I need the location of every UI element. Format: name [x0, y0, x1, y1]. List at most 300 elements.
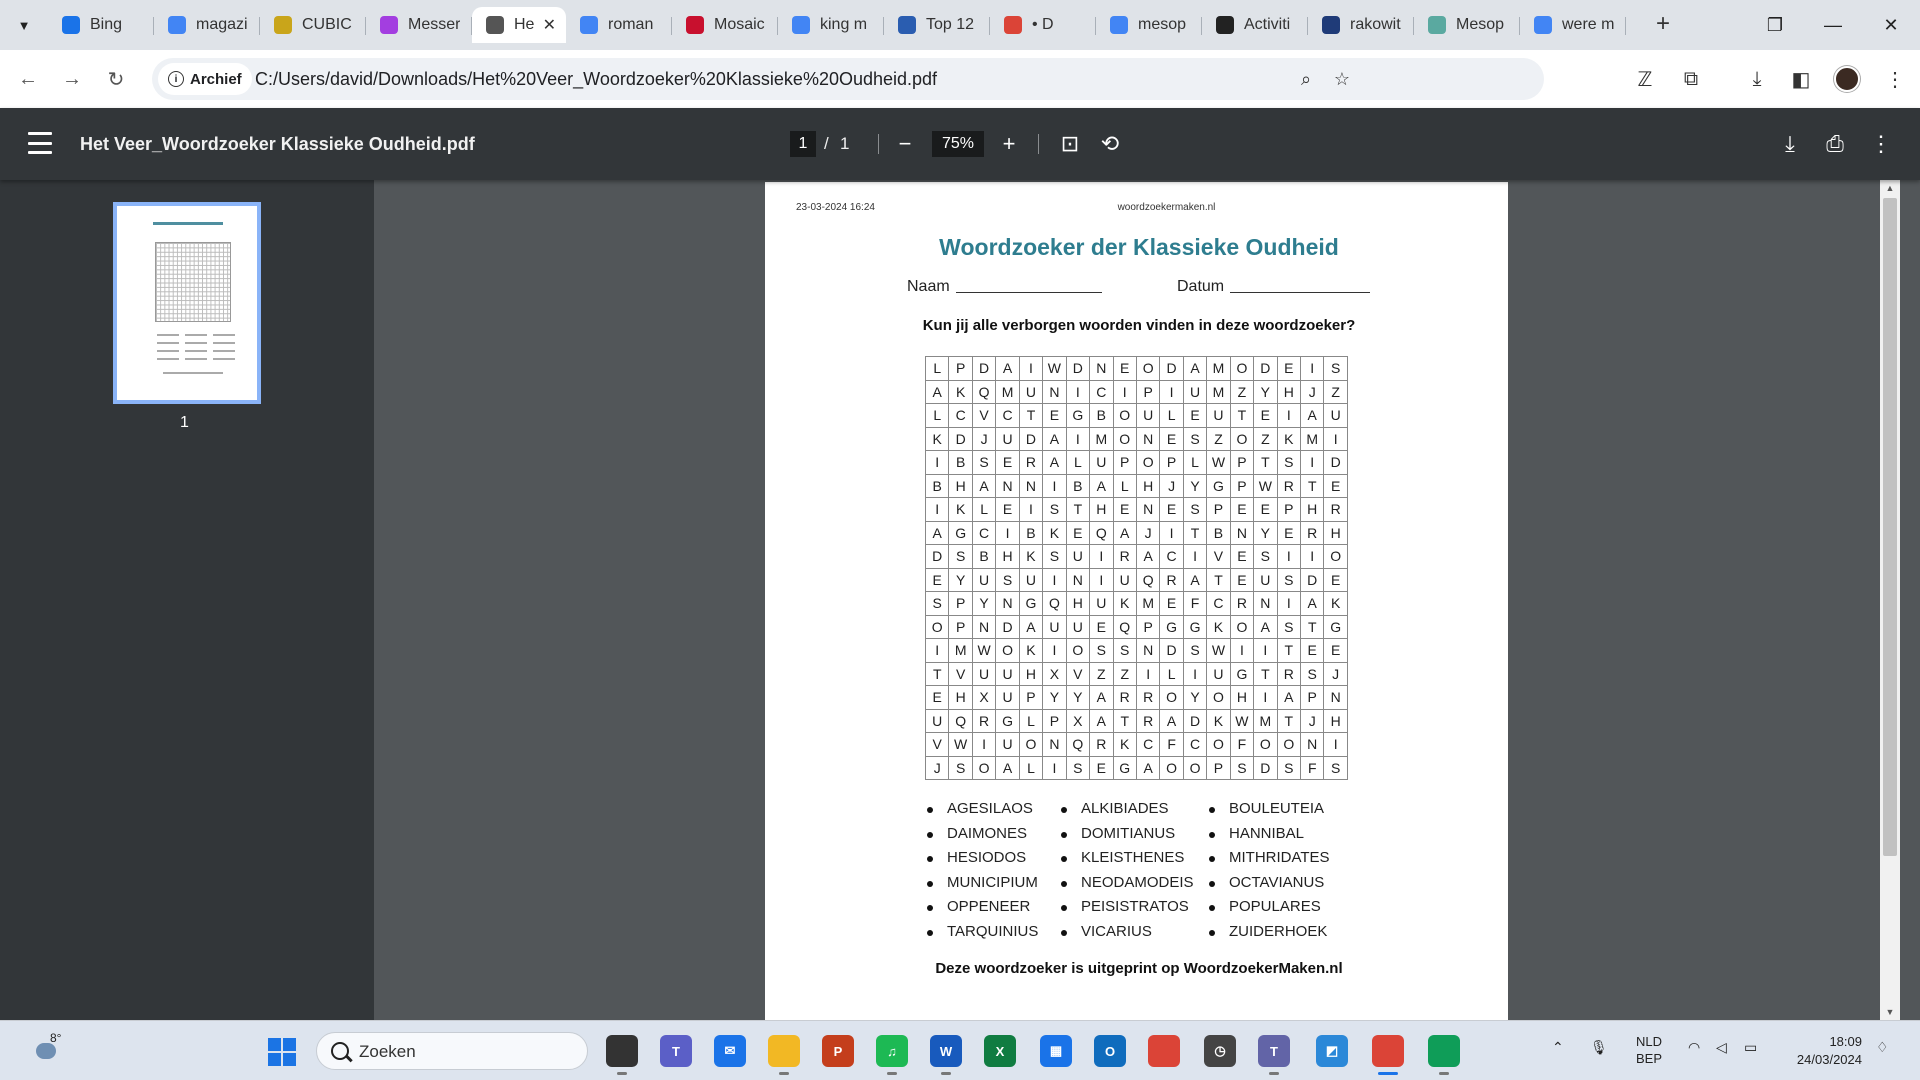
word-list-item: HESIODOS: [925, 849, 1038, 874]
grid-cell: I: [926, 498, 949, 522]
grid-cell: O: [1160, 756, 1183, 780]
word-search-grid: [925, 356, 1348, 780]
clock-time: 18:09: [1829, 1034, 1862, 1049]
grid-row: [926, 639, 1348, 663]
the-met-icon: [686, 16, 704, 34]
page-thumbnail[interactable]: [113, 202, 261, 404]
reload-button[interactable]: [100, 63, 132, 95]
grid-cell: P: [1230, 451, 1253, 475]
grid-cell: P: [949, 615, 972, 639]
grid-cell: L: [1019, 709, 1042, 733]
grid-cell: N: [1230, 521, 1253, 545]
grid-cell: A: [1090, 709, 1113, 733]
thumbnail-page-label: 1: [180, 414, 189, 431]
grid-cell: L: [926, 404, 949, 428]
scroll-thumb[interactable]: [1883, 198, 1897, 856]
grid-row: [926, 498, 1348, 522]
grid-row: [926, 357, 1348, 381]
browser-tab[interactable]: [48, 7, 154, 43]
grid-cell: A: [1254, 615, 1277, 639]
word-list-item: NEODAMODEIS: [1059, 874, 1194, 899]
grid-cell: H: [1301, 498, 1324, 522]
word-list-item: HANNIBAL: [1207, 825, 1330, 850]
grid-cell: C: [1160, 545, 1183, 569]
grid-cell: S: [1277, 451, 1300, 475]
grid-cell: Q: [1090, 521, 1113, 545]
tab-title: magazi: [196, 16, 248, 33]
weather-temp: 8°: [50, 1031, 62, 1045]
header-site: woordzoekermaken.nl: [1117, 202, 1216, 213]
name-label: Naam: [907, 278, 950, 295]
grid-cell: C: [1090, 380, 1113, 404]
grid-cell: G: [1113, 756, 1136, 780]
grid-cell: U: [996, 686, 1019, 710]
grid-cell: A: [972, 474, 995, 498]
grid-row: [926, 474, 1348, 498]
browser-tab[interactable]: [260, 7, 366, 43]
tab-title: Top 12: [926, 16, 975, 33]
tab-title: Activiti: [1244, 16, 1291, 33]
grid-cell: A: [926, 380, 949, 404]
browser-tab[interactable]: [884, 7, 990, 43]
vertical-scrollbar[interactable]: [1880, 180, 1900, 1020]
rotate-button[interactable]: [1095, 129, 1125, 159]
grid-cell: O: [1113, 404, 1136, 428]
scroll-down-arrow-icon[interactable]: ▼: [1885, 1007, 1895, 1017]
running-indicator: [1378, 1072, 1398, 1075]
divider: [1038, 134, 1039, 154]
grid-cell: Q: [949, 709, 972, 733]
grid-cell: J: [1301, 380, 1324, 404]
grid-cell: T: [1277, 639, 1300, 663]
grid-cell: I: [1301, 357, 1324, 381]
grid-cell: O: [1207, 733, 1230, 757]
taskbar-search[interactable]: [316, 1032, 588, 1070]
pdf-toolbar: [0, 108, 1920, 180]
grid-cell: S: [1277, 756, 1300, 780]
grid-cell: T: [1254, 451, 1277, 475]
grid-cell: N: [1090, 357, 1113, 381]
grid-cell: K: [1324, 592, 1347, 616]
running-indicator: [941, 1072, 951, 1075]
browser-tab[interactable]: [366, 7, 472, 43]
word-list-item: ALKIBIADES: [1059, 800, 1194, 825]
grid-cell: P: [1160, 451, 1183, 475]
grid-cell: J: [1301, 709, 1324, 733]
grid-row: [926, 733, 1348, 757]
browser-tab[interactable]: [778, 7, 884, 43]
grid-cell: B: [1019, 521, 1042, 545]
pdf-title: Het Veer_Woordzoeker Klassieke Oudheid.pdf: [80, 134, 475, 154]
footer-note: Deze woordzoeker is uitgeprint op WoordzoekerMaken.nl: [935, 960, 1343, 977]
grid-cell: E: [1230, 545, 1253, 569]
excel-icon[interactable]: [984, 1035, 1016, 1067]
grid-cell: M: [949, 639, 972, 663]
grid-cell: L: [1183, 451, 1206, 475]
google-icon: [792, 16, 810, 34]
outlook-icon[interactable]: [1094, 1035, 1126, 1067]
grid-cell: E: [996, 498, 1019, 522]
grid-cell: R: [1324, 498, 1347, 522]
battery-icon[interactable]: ▭: [1744, 1039, 1758, 1055]
grid-cell: E: [1090, 756, 1113, 780]
grid-cell: M: [1136, 592, 1159, 616]
grid-cell: O: [1230, 615, 1253, 639]
grid-cell: H: [1066, 592, 1089, 616]
photos-icon[interactable]: [1316, 1035, 1348, 1067]
grid-cell: I: [1301, 545, 1324, 569]
google-icon: [1110, 16, 1128, 34]
grid-cell: U: [996, 427, 1019, 451]
grid-cell: I: [1019, 498, 1042, 522]
grid-cell: I: [1160, 380, 1183, 404]
minimize-button[interactable]: —: [1824, 14, 1842, 35]
grid-cell: P: [1136, 380, 1159, 404]
grid-cell: V: [972, 404, 995, 428]
show-hidden-icons-icon[interactable]: ⌃: [1552, 1039, 1564, 1055]
grid-cell: Y: [1254, 380, 1277, 404]
browser-tab[interactable]: [1520, 7, 1626, 43]
grid-cell: F: [1230, 733, 1253, 757]
grid-cell: Y: [1183, 474, 1206, 498]
grid-cell: R: [1113, 686, 1136, 710]
pdf-viewer[interactable]: [374, 180, 1900, 1020]
minus-icon: −: [898, 131, 912, 156]
grid-cell: T: [1207, 568, 1230, 592]
zoom-input[interactable]: 75%: [932, 131, 984, 157]
grid-cell: P: [1019, 686, 1042, 710]
grid-cell: H: [1136, 474, 1159, 498]
grid-cell: C: [972, 521, 995, 545]
browser-tab[interactable]: [1096, 7, 1202, 43]
page-number-input[interactable]: 1: [790, 131, 816, 157]
grid-cell: M: [1207, 380, 1230, 404]
grid-cell: N: [1066, 568, 1089, 592]
extensions-puzzle-icon[interactable]: ⧉: [1683, 67, 1699, 90]
grid-cell: Q: [1113, 615, 1136, 639]
word-list-item: VICARIUS: [1059, 923, 1194, 948]
grid-cell: A: [1301, 404, 1324, 428]
tab-title: • D: [1032, 16, 1054, 33]
running-indicator: [1269, 1072, 1279, 1075]
grid-cell: U: [1207, 662, 1230, 686]
word-list-item: DOMITIANUS: [1059, 825, 1194, 850]
site-info-chip[interactable]: [158, 63, 252, 95]
address-bar[interactable]: [152, 58, 1544, 100]
grid-cell: P: [1113, 451, 1136, 475]
fit-page-icon: ⊡: [1060, 131, 1080, 156]
tab-title: king m: [820, 16, 868, 33]
tab-title: Messer: [408, 16, 461, 33]
grid-cell: W: [972, 639, 995, 663]
grid-cell: I: [1090, 545, 1113, 569]
tab-title: mesop: [1138, 16, 1187, 33]
google-icon: [580, 16, 598, 34]
word-icon[interactable]: [930, 1035, 962, 1067]
running-indicator: [617, 1072, 627, 1075]
downloads-icon[interactable]: ⤓: [1752, 67, 1762, 90]
page-total: 1: [840, 134, 850, 153]
grid-cell: R: [1301, 521, 1324, 545]
grid-cell: R: [1113, 545, 1136, 569]
grid-cell: Z: [1254, 427, 1277, 451]
tab-title: He: [514, 16, 535, 33]
browser-tab[interactable]: [990, 7, 1096, 43]
word-list-item: TARQUINIUS: [925, 923, 1038, 948]
grid-cell: O: [1160, 686, 1183, 710]
download-icon: ⤓: [1785, 131, 1795, 156]
keyboard-layout: BEP: [1636, 1051, 1663, 1066]
google-icon: [168, 16, 186, 34]
zoom-out-button[interactable]: [890, 129, 920, 159]
back-button[interactable]: [12, 63, 44, 95]
google-icon: [1534, 16, 1552, 34]
grid-row: [926, 568, 1348, 592]
url-text[interactable]: C:/Users/david/Downloads/Het%20Veer_Woordzoeker%20Klassieke%20Oudheid.pdf: [255, 69, 938, 89]
grid-cell: N: [1136, 427, 1159, 451]
grid-cell: P: [1277, 498, 1300, 522]
grid-cell: I: [1019, 357, 1042, 381]
grid-cell: N: [1136, 639, 1159, 663]
scroll-up-arrow-icon[interactable]: ▲: [1885, 183, 1895, 193]
grid-cell: K: [1113, 592, 1136, 616]
more-vert-icon: ⋮: [1870, 131, 1892, 156]
grid-cell: T: [1254, 662, 1277, 686]
grid-cell: S: [1183, 639, 1206, 663]
clock-app-icon[interactable]: [1204, 1035, 1236, 1067]
clock[interactable]: [1786, 1033, 1862, 1069]
globe-icon: [486, 16, 504, 34]
arrow-right-icon: →: [62, 67, 82, 90]
grid-cell: E: [1230, 498, 1253, 522]
mail-icon[interactable]: [714, 1035, 746, 1067]
file-explorer-icon[interactable]: [768, 1035, 800, 1067]
file-explorer-dark-icon[interactable]: [606, 1035, 638, 1067]
grid-cell: B: [972, 545, 995, 569]
spotify-icon[interactable]: [876, 1035, 908, 1067]
grid-cell: T: [1277, 709, 1300, 733]
grid-cell: C: [1183, 733, 1206, 757]
restore-button[interactable]: ❐: [1766, 14, 1784, 35]
grid-cell: A: [1277, 686, 1300, 710]
word-list-item: POPULARES: [1207, 898, 1330, 923]
more-options-button[interactable]: [1866, 129, 1896, 159]
close-window-button[interactable]: ✕: [1883, 14, 1899, 35]
grid-cell: N: [1324, 686, 1347, 710]
browser-tab[interactable]: [1308, 7, 1414, 43]
app-glyph: X: [995, 1043, 1005, 1059]
browser-tab[interactable]: [1202, 7, 1308, 43]
grid-cell: G: [1160, 615, 1183, 639]
clock-date: 24/03/2024: [1796, 1052, 1862, 1067]
grid-row: [926, 662, 1348, 686]
grid-cell: P: [1301, 686, 1324, 710]
browser-tab[interactable]: [1414, 7, 1520, 43]
grid-cell: Y: [972, 592, 995, 616]
grid-cell: M: [1090, 427, 1113, 451]
grid-cell: T: [926, 662, 949, 686]
grid-cell: I: [1301, 451, 1324, 475]
chrome-icon: [1004, 16, 1022, 34]
date-label: Datum: [1177, 278, 1225, 295]
grid-cell: T: [1230, 404, 1253, 428]
teams-icon[interactable]: [660, 1035, 692, 1067]
grid-cell: H: [996, 545, 1019, 569]
forward-button[interactable]: [56, 63, 88, 95]
grid-cell: N: [1301, 733, 1324, 757]
grid-cell: V: [1066, 662, 1089, 686]
document-title: Woordzoeker der Klassieke Oudheid: [939, 234, 1339, 260]
wifi-icon[interactable]: ◠: [1688, 1039, 1701, 1055]
grid-cell: J: [972, 427, 995, 451]
grid-cell: I: [996, 521, 1019, 545]
tab-search-button[interactable]: [8, 9, 40, 41]
cubic-icon: [274, 16, 292, 34]
grid-cell: O: [972, 756, 995, 780]
new-tab-button[interactable]: +: [1655, 10, 1670, 37]
grid-cell: S: [1066, 756, 1089, 780]
grid-cell: E: [926, 568, 949, 592]
grid-cell: K: [1207, 615, 1230, 639]
grid-cell: G: [1183, 615, 1206, 639]
grid-cell: S: [949, 756, 972, 780]
grid-cell: S: [1324, 357, 1347, 381]
grid-row: [926, 615, 1348, 639]
word-list-item: ZUIDERHOEK: [1207, 923, 1330, 948]
grid-cell: E: [1277, 521, 1300, 545]
calendar-icon[interactable]: [1040, 1035, 1072, 1067]
grid-cell: B: [1090, 404, 1113, 428]
download-button[interactable]: [1775, 129, 1805, 159]
grid-cell: E: [1183, 404, 1206, 428]
grid-cell: I: [926, 451, 949, 475]
grid-cell: T: [1066, 498, 1089, 522]
grid-cell: Y: [1066, 686, 1089, 710]
tab-title: rakowit: [1350, 16, 1401, 33]
tab-title: Mesop: [1456, 16, 1505, 33]
grid-cell: C: [996, 404, 1019, 428]
grid-cell: S: [926, 592, 949, 616]
language-indicator[interactable]: [1636, 1033, 1662, 1067]
fit-page-button[interactable]: [1055, 129, 1085, 159]
word-list-column-1: [925, 800, 1038, 947]
running-indicator: [887, 1072, 897, 1075]
zoom-in-button[interactable]: [994, 129, 1024, 159]
grid-cell: I: [1324, 733, 1347, 757]
weather-icon: [36, 1043, 56, 1059]
grid-cell: T: [1019, 404, 1042, 428]
app-glyph: T: [1270, 1043, 1278, 1059]
grid-cell: P: [1043, 709, 1066, 733]
taskbar-search-placeholder: Zoeken: [359, 1042, 416, 1061]
book-icon: [898, 16, 916, 34]
grid-cell: K: [1019, 545, 1042, 569]
grid-cell: A: [996, 756, 1019, 780]
grid-cell: N: [996, 474, 1019, 498]
grid-cell: S: [1301, 662, 1324, 686]
grid-cell: S: [1277, 568, 1300, 592]
grid-cell: Z: [1113, 662, 1136, 686]
browser-tab[interactable]: [472, 7, 566, 43]
tab-strip: [0, 0, 1920, 50]
word-list-item: MITHRIDATES: [1207, 849, 1330, 874]
grid-cell: U: [972, 662, 995, 686]
page-separator: /: [824, 134, 829, 153]
print-button[interactable]: [1820, 129, 1850, 159]
grid-cell: J: [926, 756, 949, 780]
volume-icon[interactable]: ◁: [1716, 1039, 1727, 1055]
bookmark-star-icon[interactable]: ☆: [1333, 68, 1351, 89]
start-button[interactable]: [268, 1038, 296, 1066]
grid-cell: L: [1019, 756, 1042, 780]
weather-widget[interactable]: [28, 1031, 64, 1067]
grid-cell: K: [1043, 521, 1066, 545]
app-glyph: ▦: [1049, 1043, 1063, 1058]
tab-title: Bing: [90, 16, 123, 33]
browser-tab[interactable]: [566, 7, 672, 43]
powerpoint-icon[interactable]: [822, 1035, 854, 1067]
grid-cell: E: [1230, 568, 1253, 592]
microphone-icon[interactable]: 🎙: [1590, 1039, 1608, 1055]
grid-cell: X: [972, 686, 995, 710]
browser-tab[interactable]: [672, 7, 778, 43]
grid-cell: U: [1019, 568, 1042, 592]
grid-cell: K: [949, 498, 972, 522]
grid-cell: F: [1160, 733, 1183, 757]
grid-cell: A: [1183, 568, 1206, 592]
header-date: 23-03-2024 16:24: [796, 202, 875, 213]
grid-cell: L: [1066, 451, 1089, 475]
grid-cell: O: [1230, 357, 1253, 381]
grid-cell: D: [1066, 357, 1089, 381]
grid-cell: S: [1230, 756, 1253, 780]
browser-tab[interactable]: [154, 7, 260, 43]
grid-cell: R: [1277, 474, 1300, 498]
grid-cell: A: [1113, 521, 1136, 545]
thumbnail-sidebar: [0, 180, 374, 1020]
grid-cell: S: [972, 451, 995, 475]
grid-cell: U: [926, 709, 949, 733]
grid-cell: I: [1090, 568, 1113, 592]
close-tab-icon[interactable]: ✕: [542, 17, 556, 34]
browser-menu-icon[interactable]: ⋮: [1885, 68, 1905, 91]
grid-cell: I: [972, 733, 995, 757]
grid-cell: J: [1324, 662, 1347, 686]
grid-cell: I: [1277, 404, 1300, 428]
chrome-icon[interactable]: [1148, 1035, 1180, 1067]
grid-cell: P: [949, 357, 972, 381]
chrome-profile-2-icon[interactable]: [1428, 1035, 1460, 1067]
profile-avatar[interactable]: [1834, 66, 1860, 92]
extension-z-icon[interactable]: ℤ: [1637, 68, 1653, 91]
side-panel-icon[interactable]: ◧: [1791, 68, 1811, 91]
menu-icon[interactable]: [28, 132, 52, 154]
grid-cell: B: [1066, 474, 1089, 498]
grid-cell: N: [1043, 733, 1066, 757]
notification-bell-icon[interactable]: ♢: [1876, 1039, 1889, 1055]
chrome-profile-icon[interactable]: [1372, 1035, 1404, 1067]
word-list-item: PEISISTRATOS: [1059, 898, 1194, 923]
grid-cell: E: [1160, 427, 1183, 451]
grid-row: [926, 709, 1348, 733]
grid-cell: W: [1254, 474, 1277, 498]
zoom-icon[interactable]: ⌕: [1300, 68, 1312, 89]
grid-cell: H: [1277, 380, 1300, 404]
teams-alt-icon[interactable]: [1258, 1035, 1290, 1067]
grid-cell: I: [1043, 639, 1066, 663]
plus-icon: [1428, 16, 1446, 34]
grid-row: [926, 521, 1348, 545]
